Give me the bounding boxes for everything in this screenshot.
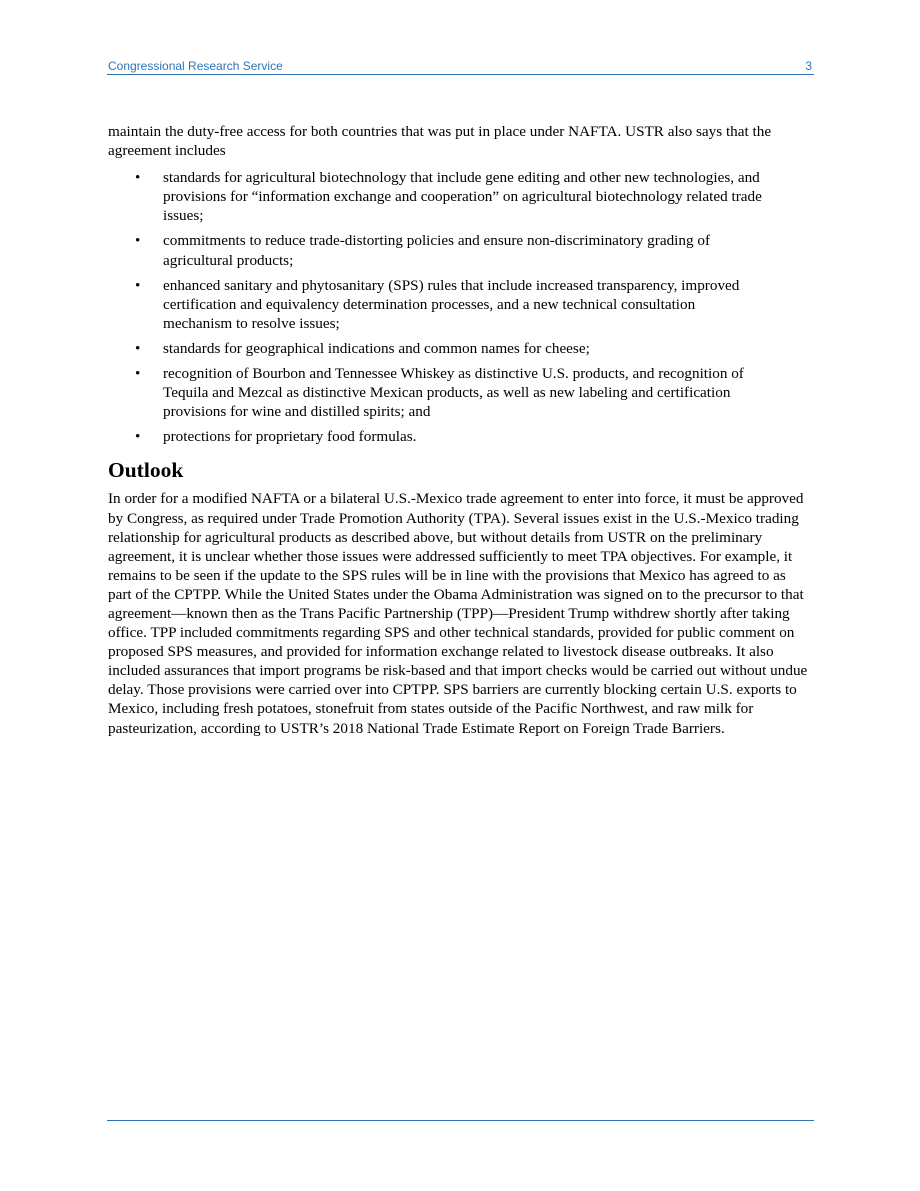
list-item-text: recognition of Bourbon and Tennessee Whiskey as distinctive U.S. products, and recognition of Tequila and Mezcal as distinctive Mexican products, as well as new labeling and certification provisions for wine and distilled spirits; and [163, 365, 744, 421]
list-item [108, 168, 763, 225]
footer-divider [107, 1120, 814, 1121]
outlook-paragraph: In order for a modified NAFTA or a bilateral U.S.-Mexico trade agreement to enter into force, it must be approved by Congress, as required under Trade Promotion Authority (TPA). Several issues exist in the U.S.-Mexico trading relationship for agricultural products as described above, but without details from USTR on the preliminary agreement, it is unclear whether those issues were addressed sufficiently to meet TPA objectives. For example, it remains to be seen if the update to the SPS rules will be in line with the provisions that Mexico has agreed to as part of the CPTPP. While the United States under the Obama Administration was signed on to the precursor to that agreement—known then as the Trans Pacific Partnership (TPP)—President Trump withdrew shortly after taking office. TPP included commitments regarding SPS and other technical standards, provided for public comment on proposed SPS measures, and provided for information exchange related to livestock disease outbreaks. It also included assurances that import programs be risk-based and that import checks would be carried out without undue delay. Those provisions were carried over into CPTPP. SPS barriers are currently blocking certain U.S. exports to Mexico, including fresh potatoes, stonefruit from states outside of the Pacific Northwest, and raw milk for pasteurization, according to USTR’s 2018 National Trade Estimate Report on Foreign Trade Barriers. [108, 490, 808, 737]
document-body [108, 122, 813, 738]
list-item-text: enhanced sanitary and phytosanitary (SPS) rules that include increased transparency, improved certification and equivalency determination processes, and a new technical consultation mechanism to resolve issues; [163, 276, 740, 332]
bullet-icon: • [135, 169, 141, 187]
intro-paragraph: maintain the duty-free access for both countries that was put in place under NAFTA. USTR also says that the agreement includes [108, 123, 772, 160]
list-item [108, 231, 763, 269]
outlook-heading: Outlook [108, 458, 184, 483]
list-item-text: commitments to reduce trade-distorting policies and ensure non-discriminatory grading of agricultural products; [163, 232, 711, 269]
header-org-name: Congressional Research Service [108, 59, 283, 73]
list-item-text: protections for proprietary food formulas. [163, 428, 417, 446]
bullet-icon: • [135, 276, 141, 294]
list-item-text: standards for agricultural biotechnology that include gene editing and other new technologies, and provisions for “information exchange and cooperation” on agricultural biotechnology related trade issues; [163, 169, 762, 225]
bullet-icon: • [135, 339, 141, 357]
bullet-icon: • [135, 232, 141, 250]
list-item-text: standards for geographical indications and common names for cheese; [163, 339, 590, 357]
bullet-icon: • [135, 365, 141, 383]
list-item [108, 276, 763, 333]
list-item [108, 427, 763, 446]
bullet-icon: • [135, 428, 141, 446]
list-item [108, 364, 763, 421]
page-number: 3 [805, 59, 812, 73]
agreement-provisions-list [108, 168, 813, 446]
page-header [107, 56, 814, 75]
list-item [108, 339, 763, 358]
